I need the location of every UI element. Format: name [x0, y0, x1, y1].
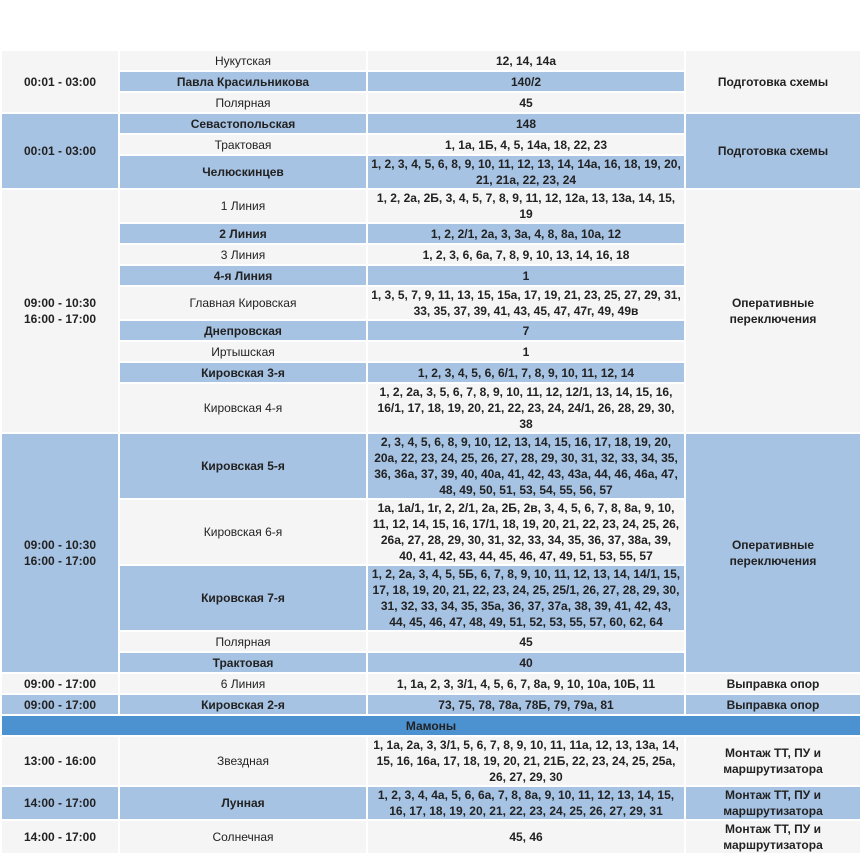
- work-type-cell: [685, 113, 860, 189]
- time-window-cell: [1, 820, 119, 854]
- house-numbers-cell: 45: [367, 631, 685, 652]
- work-type-text: Выправка опор: [726, 676, 820, 691]
- time-window-text: 00:01 - 03:00: [23, 74, 97, 89]
- time-window-text: 16:00 - 17:00: [23, 554, 97, 568]
- work-type-cell: [685, 673, 860, 694]
- house-numbers-cell: 7: [367, 320, 685, 341]
- table-row: [1, 433, 860, 499]
- work-type-text: переключения: [729, 554, 817, 568]
- work-type-text: Монтаж ТТ, ПУ и маршрутизатора: [723, 746, 823, 776]
- table-row: [1, 786, 860, 820]
- street-name-cell: 4-я Линия: [119, 265, 367, 286]
- work-type-text: Монтаж ТТ, ПУ и маршрутизатора: [723, 822, 823, 852]
- house-numbers-cell: 1, 2, 3, 4, 4а, 5, 6, 6а, 7, 8, 8а, 9, 10, 11, 12, 13, 14, 15, 16, 17, 18, 19, 20, 21, 22, 23, 24, 25, 26, 27, 29, 31: [367, 786, 685, 820]
- table-row: [1, 189, 860, 223]
- street-name-cell: Лунная: [119, 786, 367, 820]
- table-row: [1, 820, 860, 854]
- work-type-text: переключения: [729, 312, 817, 326]
- street-name-cell: Нукутская: [119, 50, 367, 71]
- table-row: [1, 50, 860, 71]
- house-numbers-cell: 73, 75, 78, 78а, 78Б, 79, 79а, 81: [367, 694, 685, 715]
- table-row: [1, 736, 860, 786]
- time-window-text: 14:00 - 17:00: [23, 830, 97, 844]
- table-row: [1, 694, 860, 715]
- work-type-cell: [685, 820, 860, 854]
- street-name-cell: Кировская 6-я: [119, 499, 367, 565]
- schedule-body: [1, 50, 860, 854]
- table-row: [1, 673, 860, 694]
- time-window-text: 13:00 - 16:00: [23, 754, 97, 768]
- street-name-cell: Челюскинцев: [119, 155, 367, 189]
- house-numbers-cell: 45: [367, 92, 685, 113]
- time-window-cell: [1, 694, 119, 715]
- street-name-cell: Кировская 2-я: [119, 694, 367, 715]
- street-name-cell: Севастопольская: [119, 113, 367, 134]
- section-header-row: [1, 715, 860, 736]
- house-numbers-cell: 140/2: [367, 71, 685, 92]
- street-name-cell: Полярная: [119, 631, 367, 652]
- house-numbers-cell: 12, 14, 14а: [367, 50, 685, 71]
- street-name-cell: 1 Линия: [119, 189, 367, 223]
- time-window-cell: [1, 736, 119, 786]
- time-window-text: 14:00 - 17:00: [23, 796, 97, 810]
- house-numbers-cell: 1, 2, 3, 4, 5, 6, 6/1, 7, 8, 9, 10, 11, 12, 14: [367, 362, 685, 383]
- street-name-cell: Полярная: [119, 92, 367, 113]
- work-type-cell: [685, 786, 860, 820]
- work-type-cell: [685, 50, 860, 113]
- work-type-text: Подготовка схемы: [717, 74, 829, 89]
- house-numbers-cell: 1а, 1а/1, 1г, 2, 2/1, 2а, 2Б, 2в, 3, 4, 5, 6, 7, 8, 8а, 9, 10, 11, 12, 14, 15, 16, 17/1, 18, 19, 20, 21, 22, 23, 24, 25, 26, 26а, 27, 28, 29, 30, 31, 32, 33, 34, 35, 36, 37, 38а, 39, 40, 41, 42, 43, 44, 45, 46, 47, 49, 51, 53, 55, 57: [367, 499, 685, 565]
- work-type-text: Подготовка схемы: [717, 144, 829, 158]
- house-numbers-cell: 1: [367, 265, 685, 286]
- house-numbers-cell: 1, 1а, 1Б, 4, 5, 14а, 18, 22, 23: [367, 134, 685, 155]
- house-numbers-cell: 1, 3, 5, 7, 9, 11, 13, 15, 15а, 17, 19, 21, 23, 25, 27, 29, 31, 33, 35, 37, 39, 41, 43, 45, 47, 47г, 49, 49в: [367, 286, 685, 320]
- house-numbers-cell: 1, 2, 3, 6, 6а, 7, 8, 9, 10, 13, 14, 16, 18: [367, 244, 685, 265]
- time-window-cell: [1, 113, 119, 189]
- work-type-text: Выправка опор: [726, 697, 820, 712]
- house-numbers-cell: 1, 2, 2/1, 2а, 3, 3а, 4, 8, 8а, 10а, 12: [367, 223, 685, 244]
- house-numbers-cell: 1, 2, 2а, 2Б, 3, 4, 5, 7, 8, 9, 11, 12, 12а, 13, 13а, 14, 15, 19: [367, 189, 685, 223]
- street-name-cell: Главная Кировская: [119, 286, 367, 320]
- street-name-cell: Звездная: [119, 736, 367, 786]
- street-name-cell: Трактовая: [119, 652, 367, 673]
- house-numbers-cell: 40: [367, 652, 685, 673]
- house-numbers-cell: 2, 3, 4, 5, 6, 8, 9, 10, 12, 13, 14, 15, 16, 17, 18, 19, 20, 20а, 22, 23, 24, 25, 26, 27, 28, 29, 30, 31, 32, 33, 34, 35, 36, 36а, 37, 39, 40, 40а, 41, 42, 43, 43а, 44, 46, 46а, 47, 48, 49, 50, 51, 53, 54, 55, 56, 57: [367, 433, 685, 499]
- work-type-text: Оперативные: [731, 538, 815, 552]
- house-numbers-cell: 45, 46: [367, 820, 685, 854]
- section-title: Мамоны: [1, 715, 860, 736]
- time-window-text: 09:00 - 10:30: [23, 296, 97, 310]
- house-numbers-cell: 1: [367, 341, 685, 362]
- street-name-cell: Иртышская: [119, 341, 367, 362]
- house-numbers-cell: 148: [367, 113, 685, 134]
- house-numbers-cell: 1, 2, 3, 4, 5, 6, 8, 9, 10, 11, 12, 13, 14, 14а, 16, 18, 19, 20, 21, 21а, 22, 23, 24: [367, 155, 685, 189]
- street-name-cell: Кировская 5-я: [119, 433, 367, 499]
- house-numbers-cell: 1, 2, 2а, 3, 5, 6, 7, 8, 9, 10, 11, 12, 12/1, 13, 14, 15, 16, 16/1, 17, 18, 19, 20, 21, 22, 23, 24, 24/1, 26, 28, 29, 30, 38: [367, 383, 685, 433]
- street-name-cell: 2 Линия: [119, 223, 367, 244]
- street-name-cell: Кировская 7-я: [119, 565, 367, 631]
- work-type-text: Монтаж ТТ, ПУ и маршрутизатора: [723, 788, 823, 818]
- time-window-text: 09:00 - 17:00: [23, 697, 97, 712]
- time-window-cell: [1, 786, 119, 820]
- house-numbers-cell: 1, 2, 2а, 3, 4, 5, 5Б, 6, 7, 8, 9, 10, 11, 12, 13, 14, 14/1, 15, 17, 18, 19, 20, 21, 22, 23, 24, 25, 25/1, 26, 27, 28, 29, 30, 31, 32, 33, 34, 35, 35а, 36, 37, 37а, 38, 39, 41, 42, 43, 44, 45, 46, 47, 48, 49, 51, 52, 53, 55, 57, 60, 62, 64: [367, 565, 685, 631]
- street-name-cell: Днепровская: [119, 320, 367, 341]
- work-type-cell: [685, 433, 860, 673]
- time-window-cell: [1, 50, 119, 113]
- work-type-cell: [685, 736, 860, 786]
- time-window-cell: [1, 189, 119, 433]
- house-numbers-cell: 1, 1а, 2а, 3, 3/1, 5, 6, 7, 8, 9, 10, 11, 11а, 12, 13, 13а, 14, 15, 16, 16а, 17, 18, 19, 20, 21, 21Б, 22, 23, 24, 25, 25а, 26, 27, 29, 30: [367, 736, 685, 786]
- work-type-text: Оперативные: [731, 296, 815, 310]
- time-window-text: 00:01 - 03:00: [23, 144, 97, 158]
- time-window-text: 16:00 - 17:00: [23, 312, 97, 326]
- street-name-cell: Павла Красильникова: [119, 71, 367, 92]
- street-name-cell: Кировская 3-я: [119, 362, 367, 383]
- work-type-cell: [685, 694, 860, 715]
- street-name-cell: 3 Линия: [119, 244, 367, 265]
- house-numbers-cell: 1, 1а, 2, 3, 3/1, 4, 5, 6, 7, 8а, 9, 10, 10а, 10Б, 11: [367, 673, 685, 694]
- table-row: [1, 113, 860, 134]
- street-name-cell: Солнечная: [119, 820, 367, 854]
- time-window-cell: [1, 433, 119, 673]
- street-name-cell: 6 Линия: [119, 673, 367, 694]
- time-window-text: 09:00 - 10:30: [23, 538, 97, 552]
- outage-schedule-table: [0, 49, 860, 855]
- work-type-cell: [685, 189, 860, 433]
- street-name-cell: Кировская 4-я: [119, 383, 367, 433]
- street-name-cell: Трактовая: [119, 134, 367, 155]
- time-window-cell: [1, 673, 119, 694]
- time-window-text: 09:00 - 17:00: [23, 676, 97, 691]
